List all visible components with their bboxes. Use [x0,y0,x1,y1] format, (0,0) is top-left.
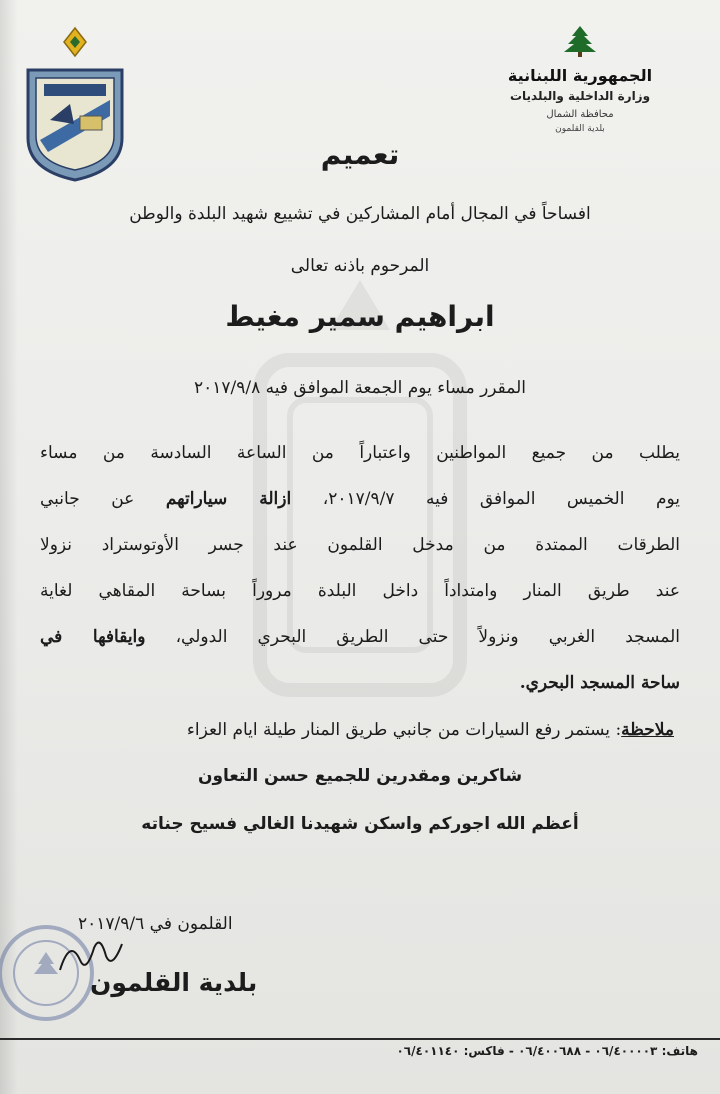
cedar-tree-icon [560,24,600,58]
handwritten-signature-icon [56,930,126,980]
note-line [187,720,674,740]
body-line: الطرقات الممتدة من مدخل القلمون عند جسر الأوتوستراد نزولا [40,535,680,555]
body-line: يطلب من جميع المواطنين واعتباراً من الساعة السادسة من مساء [40,443,680,463]
body-line: المسجد الغربي ونزولاً حتى الطريق البحري الدولي، وايقافها في [40,627,680,647]
deceased-name: ابراهيم سمير مغيط [225,300,495,333]
body-line: عند طريق المنار وامتداداً داخل البلدة مروراً بساحة المقاهي لغاية [40,581,680,601]
note-text: : يستمر رفع السيارات من جانبي طريق المنار طيلة ايام العزاء [186,720,622,740]
signatory: بلدية القلمون [90,968,258,997]
body-line: يوم الخميس الموافق فيه ٢٠١٧/٩/٧، ازالة سياراتهم عن جانبي [40,489,680,509]
thanks-line: شاكرين ومقدرين للجميع حسن التعاون [197,766,523,786]
remove-cars-phrase: ازالة سياراتهم [165,489,292,509]
body-paragraph [40,430,680,706]
document-title: تعميم [320,138,400,171]
footer-divider [0,1038,720,1040]
park-them-phrase: وايقافها في [40,627,146,647]
note-label: ملاحظة [621,720,674,740]
municipality-name: بلدية القلمون [555,124,605,134]
footer-contact: هاتف: ٠٦/٤٠٠٠٠٣ - ٠٦/٤٠٠٦٨٨ - فاكس: ٠٦/٤٠١١٤٠ [396,1044,698,1058]
country-name: الجمهورية اللبنانية [507,66,653,85]
place-date: القلمون في ٢٠١٧/٩/٦ [78,914,233,934]
body-line: ساحة المسجد البحري. [519,673,680,693]
intro-line-1: افساحاً في المجال أمام المشاركين في تشييع شهيد البلدة والوطن [129,204,591,224]
funeral-date-line: المقرر مساء يوم الجمعة الموافق فيه ٢٠١٧/٩/٨ [193,378,526,398]
governorate-name: محافظة الشمال [546,109,614,120]
letterhead-right [480,24,680,134]
intro-line-2: المرحوم باذنه تعالى [290,256,430,276]
condolence-line: أعظم الله اجوركم واسكن شهيدنا الغالي فسيح جناته [141,814,579,834]
ministry-name: وزارة الداخلية والبلديات [509,89,651,103]
